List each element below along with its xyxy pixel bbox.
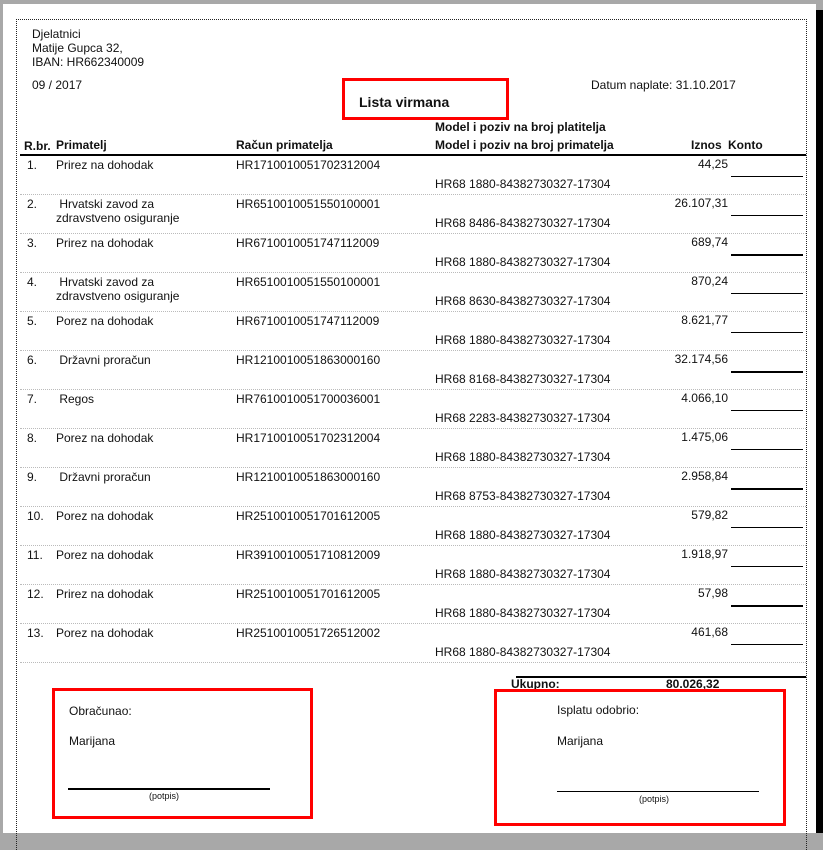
row-amount: 461,68 xyxy=(691,625,728,639)
table-row xyxy=(20,390,806,429)
row-konto-field xyxy=(731,488,803,490)
table-row xyxy=(20,546,806,585)
table-row xyxy=(20,624,806,663)
row-amount: 32.174,56 xyxy=(674,352,728,366)
row-account: HR6710010051747112009 xyxy=(236,236,380,250)
row-reference: HR68 8168-84382730327-17304 xyxy=(435,372,611,386)
row-konto-field xyxy=(731,293,803,294)
row-recipient: Porez na dohodak xyxy=(56,626,154,640)
row-konto-field xyxy=(731,527,803,528)
row-konto-field xyxy=(731,215,803,216)
col-header-rbr: R.br. xyxy=(24,139,51,153)
table-row xyxy=(20,195,806,234)
page-shadow xyxy=(816,10,823,833)
row-reference: HR68 1880-84382730327-17304 xyxy=(435,333,611,347)
row-recipient: Porez na dohodak xyxy=(56,548,154,562)
table-row xyxy=(20,507,806,546)
row-amount: 1.918,97 xyxy=(681,547,728,561)
row-reference: HR68 1880-84382730327-17304 xyxy=(435,567,611,581)
right-signature-line xyxy=(557,791,759,792)
col-header-iznos: Iznos xyxy=(691,138,722,152)
row-recipient: Porez na dohodak xyxy=(56,431,154,445)
right-signature-role: Isplatu odobrio: xyxy=(557,703,640,717)
row-reference: HR68 1880-84382730327-17304 xyxy=(435,528,611,542)
left-signature-name: Marijana xyxy=(69,734,116,748)
row-number: 8. xyxy=(27,431,38,445)
table-row xyxy=(20,234,806,273)
row-account: HR2510010051701612005 xyxy=(236,509,381,523)
row-account: HR6710010051747112009 xyxy=(236,314,380,328)
row-reference: HR68 1880-84382730327-17304 xyxy=(435,255,611,269)
page-title: Lista virmana xyxy=(359,94,450,110)
left-signature-caption: (potpis) xyxy=(149,791,180,801)
row-number: 1. xyxy=(27,158,38,172)
row-recipient: Prirez na dohodak xyxy=(56,587,154,601)
col-header-model-primatelja: Model i poziv na broj primatelja xyxy=(435,138,614,152)
row-recipient: Državni proračun xyxy=(56,470,151,484)
row-amount: 1.475,06 xyxy=(681,430,728,444)
row-amount: 870,24 xyxy=(691,274,728,288)
right-signature-name: Marijana xyxy=(557,734,604,748)
row-number: 6. xyxy=(27,353,38,367)
table-row xyxy=(20,429,806,468)
row-reference: HR68 1880-84382730327-17304 xyxy=(435,177,611,191)
row-konto-field xyxy=(731,410,803,411)
row-number: 11. xyxy=(27,548,43,562)
row-recipient: Državni proračun xyxy=(56,353,151,367)
table-row xyxy=(20,351,806,390)
row-number: 12. xyxy=(27,587,44,601)
row-konto-field xyxy=(731,644,803,645)
col-header-racun: Račun primatelja xyxy=(236,138,333,152)
row-reference: HR68 1880-84382730327-17304 xyxy=(435,450,611,464)
row-number: 13. xyxy=(27,626,44,640)
row-amount: 57,98 xyxy=(697,586,728,600)
col-header-primatelj: Primatelj xyxy=(56,138,107,152)
total-label: Ukupno: xyxy=(511,677,560,691)
row-account: HR2510010051701612005 xyxy=(236,587,381,601)
row-account: HR1210010051863000160 xyxy=(236,353,381,367)
row-konto-field xyxy=(731,332,803,333)
total-value: 80.026,32 xyxy=(666,677,720,691)
row-account: HR6510010051550100001 xyxy=(236,275,381,289)
row-reference: HR68 8486-84382730327-17304 xyxy=(435,216,611,230)
row-number: 2. xyxy=(27,197,38,211)
col-header-model-platitelja: Model i poziv na broj platitelja xyxy=(435,120,606,134)
table-row xyxy=(20,312,806,351)
row-konto-field xyxy=(731,176,803,177)
row-reference: HR68 8753-84382730327-17304 xyxy=(435,489,611,503)
left-signature-role: Obračunao: xyxy=(69,704,132,718)
row-account: HR6510010051550100001 xyxy=(236,197,381,211)
row-number: 4. xyxy=(27,275,38,289)
row-account: HR7610010051700036001 xyxy=(236,392,381,406)
row-amount: 8.621,77 xyxy=(681,313,728,327)
row-recipient: Hrvatski zavod za zdravstveno osiguranje xyxy=(56,275,180,303)
row-amount: 26.107,31 xyxy=(674,196,728,210)
row-amount: 4.066,10 xyxy=(681,391,728,405)
row-recipient: Prirez na dohodak xyxy=(56,158,154,172)
row-recipient: Porez na dohodak xyxy=(56,509,154,523)
table-row xyxy=(20,468,806,507)
row-recipient: Porez na dohodak xyxy=(56,314,154,328)
row-reference: HR68 2283-84382730327-17304 xyxy=(435,411,611,425)
col-header-konto: Konto xyxy=(728,138,763,152)
document-page xyxy=(3,4,816,833)
left-signature-line xyxy=(68,788,270,790)
row-account: HR1710010051702312004 xyxy=(236,158,381,172)
row-konto-field xyxy=(731,566,803,567)
row-account: HR3910010051710812009 xyxy=(236,548,381,562)
period: 09 / 2017 xyxy=(32,78,83,92)
row-konto-field xyxy=(731,449,803,450)
row-reference: HR68 8630-84382730327-17304 xyxy=(435,294,611,308)
row-recipient: Regos xyxy=(56,392,95,406)
row-recipient: Prirez na dohodak xyxy=(56,236,154,250)
row-account: HR1210010051863000160 xyxy=(236,470,381,484)
row-number: 3. xyxy=(27,236,38,250)
row-reference: HR68 1880-84382730327-17304 xyxy=(435,645,611,659)
row-number: 9. xyxy=(27,470,38,484)
due-date: Datum naplate: 31.10.2017 xyxy=(591,78,736,92)
row-number: 5. xyxy=(27,314,38,328)
row-amount: 689,74 xyxy=(691,235,728,249)
company-iban: IBAN: HR662340009 xyxy=(32,55,145,69)
row-number: 10. xyxy=(27,509,44,523)
right-signature-caption: (potpis) xyxy=(639,794,670,804)
table-row xyxy=(20,273,806,312)
row-amount: 2.958,84 xyxy=(681,469,728,483)
table-row xyxy=(20,585,806,624)
row-reference: HR68 1880-84382730327-17304 xyxy=(435,606,611,620)
row-konto-field xyxy=(731,254,803,256)
row-konto-field xyxy=(731,605,803,607)
row-recipient: Hrvatski zavod za zdravstveno osiguranje xyxy=(56,197,180,225)
row-konto-field xyxy=(731,371,803,373)
row-amount: 579,82 xyxy=(691,508,728,522)
row-amount: 44,25 xyxy=(697,157,728,171)
row-account: HR1710010051702312004 xyxy=(236,431,381,445)
company-name: Djelatnici xyxy=(32,27,81,41)
right-signature-box xyxy=(494,689,786,826)
row-number: 7. xyxy=(27,392,38,406)
company-address: Matije Gupca 32, xyxy=(32,41,123,55)
row-account: HR2510010051726512002 xyxy=(236,626,381,640)
table-row xyxy=(20,156,806,195)
